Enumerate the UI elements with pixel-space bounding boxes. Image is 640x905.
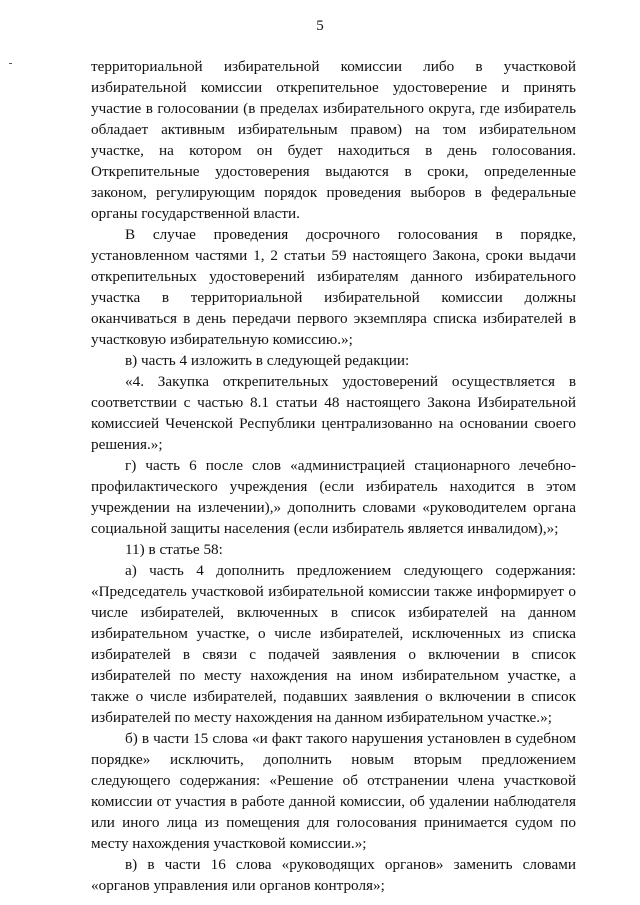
paragraph-6: 11) в статье 58: [125, 541, 223, 558]
paragraph-7: а) часть 4 дополнить предложением следующего содержания: «Председатель участковой избирательной комиссии также информирует о числе избирателей, включенных в список избирателей на данном избирательном участке, о числе избирателей, исключенных из списка избирателей в связи с подачей заявления о включении в список избирателей по месту нахождения на ином избирательном участке, а также о числе избирателей, подавших заявления о включении в список избирателей по месту нахождения на данном избирательном участке.»; [91, 562, 576, 726]
document-body [91, 56, 576, 896]
paragraph-8: б) в части 15 слова «и факт такого нарушения установлен в судебном порядке» исключить, дополнить новым вторым предложением следующего содержания: «Решение об отстранении члена участковой комиссии от участия в работе данной комиссии, об удалении наблюдателя или иного лица из помещения для голосования принимается судом по месту нахождения участковой комиссии.»; [91, 730, 576, 852]
paragraph-3: в) часть 4 изложить в следующей редакции: [125, 352, 410, 369]
paragraph-2: В случае проведения досрочного голосования в порядке, установленном частями 1, 2 статьи 59 настоящего Закона, сроки выдачи открепительных удостоверений избирателям данного избирательного участка в территориальной избирательной комиссии должны оканчиваться в день передачи первого экземпляра списка избирателей в участковую избирательную комиссию.»; [91, 226, 576, 348]
paragraph-1: территориальной избирательной комиссии либо в участковой избирательной комиссии открепительное удостоверение и принять участие в голосовании (в пределах избирательного округа, где избиратель обладает активным избирательным правом) на том избирательном участке, на котором он будет находиться в день голосования. Открепительные удостоверения выдаются в сроки, определенные законом, регулирующим порядок проведения выборов в федеральные органы государственной власти. [91, 58, 576, 222]
paragraph-9: в) в части 16 слова «руководящих органов» заменить словами «органов управления или органов контроля»; [91, 856, 576, 894]
paragraph-4: «4. Закупка открепительных удостоверений осуществляется в соответствии с частью 8.1 статьи 48 настоящего Закона Избирательной комиссией Чеченской Республики централизованно на основании своего решения.»; [91, 373, 576, 453]
margin-mark [9, 63, 12, 64]
page-number: 5 [316, 18, 324, 34]
paragraph-5: г) часть 6 после слов «администрацией стационарного лечебно-профилактического учреждения (если избиратель находится в этом учреждении на излечении),» дополнить словами «руководителем органа социальной защиты населения (если избиратель является инвалидом),»; [91, 457, 576, 537]
